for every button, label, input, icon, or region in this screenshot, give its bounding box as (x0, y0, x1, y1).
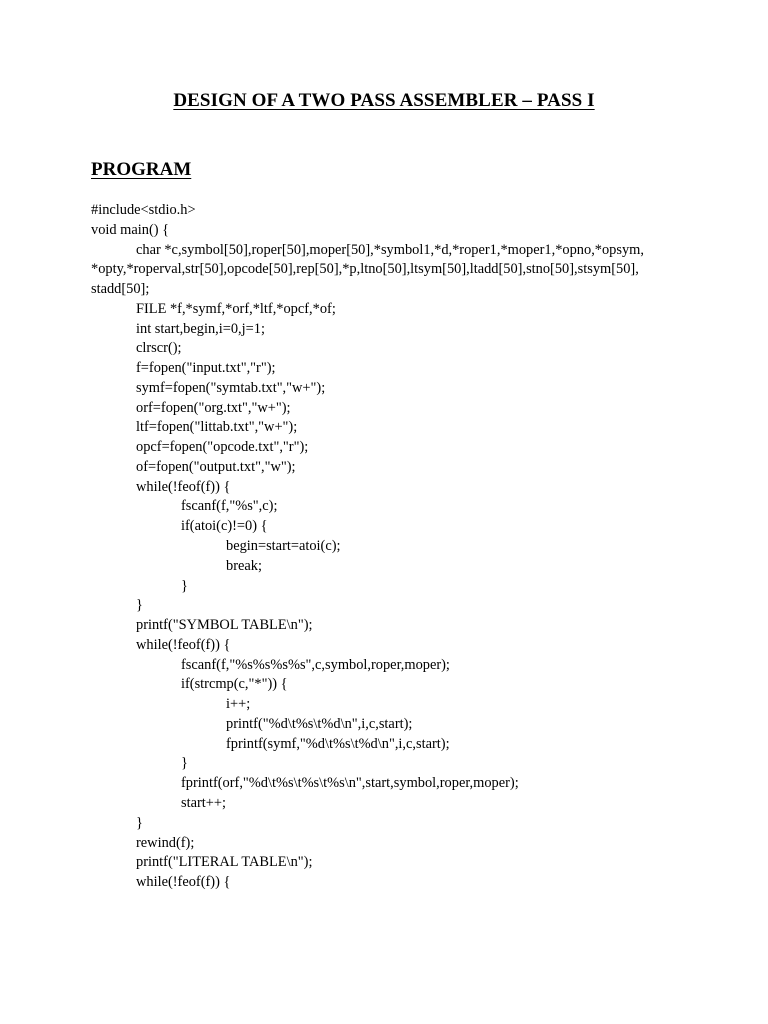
code-line: begin=start=atoi(c); (226, 538, 341, 555)
code-line: start++; (181, 794, 227, 811)
code-line: printf("SYMBOL TABLE\n"); (136, 617, 313, 634)
document-title-text: DESIGN OF A TWO PASS ASSEMBLER – PASS I (173, 90, 595, 111)
code-line: printf("%d\t%s\t%d\n",i,c,start); (226, 715, 413, 732)
code-line: } (181, 755, 188, 772)
code-line: rewind(f); (136, 834, 195, 851)
code-line: *opty,*roperval,str[50],opcode[50],rep[50],*p,ltno[50],ltsym[50],ltadd[50],stno[50],stsym[50], (91, 261, 639, 278)
code-line: fprintf(orf,"%d\t%s\t%s\t%s\n",start,symbol,roper,moper); (181, 775, 519, 792)
code-line: if(strcmp(c,"*")) { (181, 676, 288, 693)
code-line: while(!feof(f)) { (136, 478, 231, 495)
code-line: break; (226, 557, 262, 574)
code-line: fscanf(f,"%s%s%s%s",c,symbol,roper,moper); (181, 656, 450, 673)
code-line: } (136, 814, 143, 831)
code-line: fscanf(f,"%s",c); (181, 498, 278, 515)
code-line: #include<stdio.h> (91, 202, 196, 218)
code-line: void main() { (91, 221, 170, 238)
section-heading-program: PROGRAM (91, 159, 192, 180)
code-line: opcf=fopen("opcode.txt","r"); (136, 439, 309, 456)
code-line: while(!feof(f)) { (136, 636, 231, 653)
code-line: stadd[50]; (91, 281, 150, 298)
code-line: orf=fopen("org.txt","w+"); (136, 399, 291, 416)
code-line: symf=fopen("symtab.txt","w+"); (136, 379, 326, 396)
code-line: } (181, 577, 188, 594)
code-line: char *c,symbol[50],roper[50],moper[50],*symbol1,*d,*roper1,*moper1,*opno,*opsym, (136, 241, 644, 258)
code-line: clrscr(); (136, 340, 182, 357)
code-line: ltf=fopen("littab.txt","w+"); (136, 419, 298, 436)
code-line: while(!feof(f)) { (136, 874, 231, 891)
code-line: if(atoi(c)!=0) { (181, 518, 268, 535)
code-line: f=fopen("input.txt","r"); (136, 360, 276, 377)
code-line: int start,begin,i=0,j=1; (136, 320, 265, 337)
code-line: of=fopen("output.txt","w"); (136, 458, 296, 475)
code-line: } (136, 597, 143, 614)
code-line: fprintf(symf,"%d\t%s\t%d\n",i,c,start); (226, 735, 450, 752)
code-line: printf("LITERAL TABLE\n"); (136, 854, 313, 871)
document-title (0, 90, 768, 112)
code-line: i++; (226, 696, 251, 713)
code-listing (91, 201, 691, 893)
code-line: FILE *f,*symf,*orf,*ltf,*opcf,*of; (136, 300, 336, 317)
